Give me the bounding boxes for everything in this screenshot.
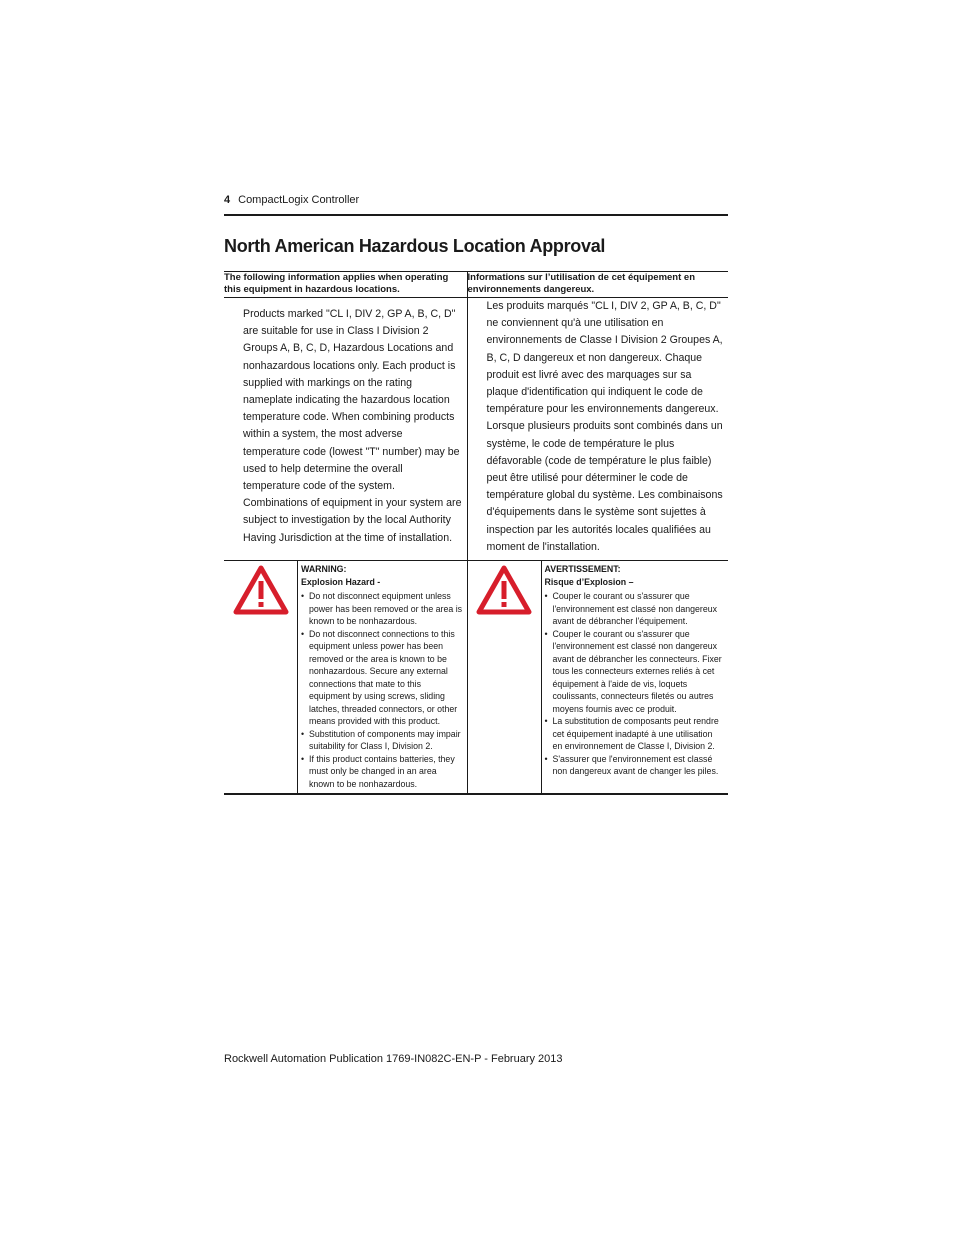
left-warning-cell <box>224 561 467 795</box>
french-approval-text: Les produits marqués "CL I, DIV 2, GP A, B, C, D" ne conviennent qu'à une utilisation en environnements de Classe I Division 2 Groupes A, B, C, D dangereux et non dangereux. Chaque produit est livré avec des marquages sur sa plaque d'identification qui indiquent le code de température pour les environnements dangereux. Lorsque plusieurs produits sont combinés dans un système, le code de température le plus défavorable (code de température le plus faible) peut être utilisé pour déterminer le code de température global du système. Les combinaisons d'équipements dans le système sont sujettes à inspection par les autorités locales qualifiées au moment de l'installation. <box>486 300 723 553</box>
page-footer: Rockwell Automation Publication 1769-IN082C-EN-P - February 2013 <box>224 1053 563 1065</box>
section-title: North American Hazardous Location Approval <box>224 236 606 256</box>
warning-label: WARNING: <box>301 564 347 575</box>
warning-title: Explosion Hazard - <box>301 576 381 587</box>
list-item: • Substitution of components may impair suitability for Class I, Division 2. <box>301 728 463 753</box>
left-header-cell: The following information applies when operating this equipment in hazardous locations. <box>224 272 467 298</box>
warning-icon-cell <box>468 561 542 793</box>
table-header-row <box>224 272 728 298</box>
warning-triangle-icon <box>233 565 289 615</box>
right-body-cell <box>467 298 728 561</box>
list-item: • Do not disconnect connections to this equipment unless power has been removed or the area is known to be nonhazardous. Secure any external connections that mate to this equipment by using screws, sliding latches, threaded connectors, or other means provided with this product. <box>301 628 463 728</box>
page-number: 4 <box>224 194 231 206</box>
list-item: • Couper le courant ou s'assurer que l'environnement est classé non dangereux avant de débrancher l'équipement. <box>545 590 725 628</box>
right-warning-cell <box>467 561 728 795</box>
list-item: • S'assurer que l'environnement est classé non dangereux avant de changer les piles. <box>545 753 725 778</box>
right-header-cell: Informations sur l’utilisation de cet équipement en environnements dangereux. <box>467 272 728 298</box>
header-rule <box>224 214 728 216</box>
warning-list-en <box>301 590 463 790</box>
running-title: CompactLogix Controller <box>238 194 360 206</box>
warning-icon-cell <box>224 561 298 793</box>
english-approval-text: Products marked "CL I, DIV 2, GP A, B, C, D" are suitable for use in Class I Division 2 Groups A, B, C, D, Hazardous Locations and nonhazardous locations only. Each product is supplied with markings on the rating nameplate indicating the hazardous location temperature code. When combining products within a system, the most adverse temperature code (lowest "T" number) may be used to help determine the overall temperature code of the system. Combinations of equipment in your system are subject to investigation by the local Authority Having Jurisdiction at the time of installation. <box>243 308 462 544</box>
list-item: • Do not disconnect equipment unless power has been removed or the area is known to be nonhazardous. <box>301 590 463 628</box>
table-body-row <box>224 298 728 561</box>
hazardous-location-table <box>224 271 728 795</box>
warning-text-fr <box>542 561 729 793</box>
left-body-cell <box>224 298 467 561</box>
warning-triangle-icon <box>476 565 532 615</box>
list-item: • La substitution de composants peut rendre cet équipement inadapté à une utilisation en environnement de Classe I, Division 2. <box>545 715 725 753</box>
list-item: • If this product contains batteries, they must only be changed in an area known to be nonhazardous. <box>301 753 463 791</box>
table-warning-row <box>224 561 728 795</box>
page-header <box>224 193 728 207</box>
avertissement-title: Risque d’Explosion – <box>544 576 634 587</box>
list-item: • Couper le courant ou s'assurer que l'environnement est classé non dangereux avant de débrancher les connecteurs. Fixer tous les connecteurs externes reliés à cet équipement à l'aide de vis, loquets coulissants, connecteurs filetés ou autres moyens fournis avec ce produit. <box>545 628 725 716</box>
avertissement-label: AVERTISSEMENT: <box>544 564 621 575</box>
warning-list-fr <box>545 590 725 778</box>
warning-text-en <box>298 561 467 793</box>
